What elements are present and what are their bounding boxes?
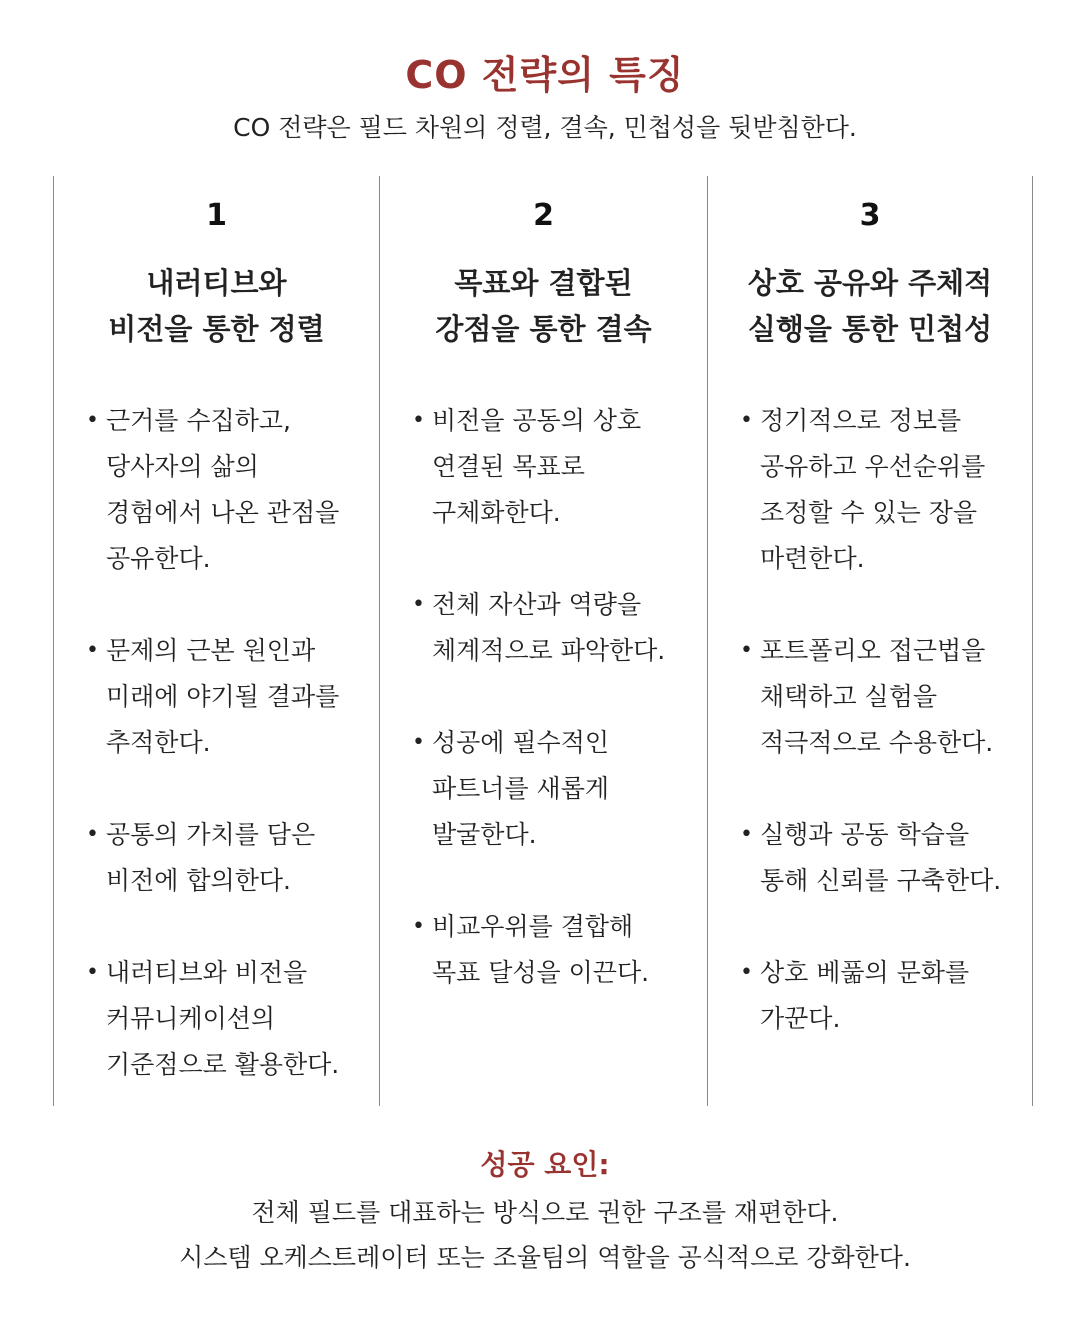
list-item	[84, 398, 379, 582]
list-item-line: 공유한다.	[106, 544, 211, 573]
list-item-line: 비교우위를 결합해	[432, 912, 634, 941]
list-item-line: 실행과 공동 학습을	[760, 820, 970, 849]
list-item-line: 마련한다.	[760, 544, 865, 573]
success-factors-label: 성공 요인:	[480, 1148, 610, 1181]
list-item-line: 내러티브와 비전을	[106, 958, 308, 987]
list-item-line: 가꾼다.	[760, 1004, 841, 1033]
bullet-icon: •	[412, 592, 425, 617]
bullet-icon: •	[86, 822, 99, 847]
list-item-line: 채택하고 실험을	[760, 682, 937, 711]
list-item-line: 경험에서 나온 관점을	[106, 498, 340, 527]
column-heading-line: 목표와 결합된	[454, 266, 633, 300]
list-item-line: 추적한다.	[106, 728, 211, 757]
list-item	[84, 628, 379, 766]
bullet-icon: •	[412, 914, 425, 939]
list-item	[84, 812, 379, 904]
list-item-line: 비전을 공동의 상호	[432, 406, 642, 435]
bullet-icon: •	[412, 730, 425, 755]
column-number: 1	[206, 198, 227, 233]
bullet-icon: •	[740, 638, 753, 663]
success-factor-line: 시스템 오케스트레이터 또는 조율팀의 역할을 공식적으로 강화한다.	[179, 1243, 911, 1272]
list-item-line: 기준점으로 활용한다.	[106, 1050, 340, 1079]
bullet-icon: •	[86, 638, 99, 663]
list-item-line: 비전에 합의한다.	[106, 866, 291, 895]
list-item-line: 통해 신뢰를 구축한다.	[760, 866, 1002, 895]
list-item	[738, 398, 1032, 582]
bullet-list	[84, 398, 379, 1088]
column-heading-line: 실행을 통한 민첩성	[747, 312, 993, 346]
list-item	[410, 904, 707, 996]
column-number: 3	[859, 198, 881, 233]
bullet-icon: •	[740, 822, 753, 847]
list-item-line: 발굴한다.	[432, 820, 537, 849]
list-item	[84, 950, 379, 1088]
list-item-line: 연결된 목표로	[432, 452, 585, 481]
list-item-line: 조정할 수 있는 장을	[760, 498, 978, 527]
bullet-icon: •	[86, 960, 99, 985]
list-item-line: 근거를 수집하고,	[106, 406, 291, 435]
list-item-line: 공통의 가치를 담은	[106, 820, 316, 849]
bullet-list	[410, 398, 707, 996]
list-item-line: 당사자의 삶의	[106, 452, 259, 481]
list-item-line: 문제의 근본 원인과	[106, 636, 316, 665]
list-item-line: 커뮤니케이션의	[106, 1004, 276, 1033]
success-factor-line: 전체 필드를 대표하는 방식으로 권한 구조를 재편한다.	[251, 1198, 839, 1227]
list-item	[738, 628, 1032, 766]
column-heading	[54, 260, 379, 352]
list-item-line: 정기적으로 정보를	[760, 406, 962, 435]
list-item-line: 적극적으로 수용한다.	[760, 728, 994, 757]
list-item-line: 공유하고 우선순위를	[760, 452, 986, 481]
feature-column-1	[54, 176, 379, 1106]
page-subtitle: CO 전략은 필드 차원의 정렬, 결속, 민첩성을 뒷받침한다.	[233, 113, 857, 142]
list-item	[410, 720, 707, 858]
list-item-line: 체계적으로 파악한다.	[432, 636, 666, 665]
list-item-line: 상호 베풂의 문화를	[760, 958, 970, 987]
bullet-list	[738, 398, 1032, 1042]
list-item-line: 구체화한다.	[432, 498, 561, 527]
bullet-icon: •	[740, 960, 753, 985]
list-item-line: 전체 자산과 역량을	[432, 590, 642, 619]
list-item-line: 포트폴리오 접근법을	[760, 636, 986, 665]
column-heading-line: 강점을 통한 결속	[435, 312, 652, 346]
list-item-line: 파트너를 새롭게	[432, 774, 609, 803]
list-item	[738, 950, 1032, 1042]
column-heading	[708, 260, 1032, 352]
bullet-icon: •	[740, 408, 753, 433]
list-item	[410, 582, 707, 674]
list-item-line: 미래에 야기될 결과를	[106, 682, 340, 711]
column-heading-line: 상호 공유와 주체적	[747, 266, 993, 300]
column-heading	[380, 260, 707, 352]
column-heading-line: 내러티브와	[146, 266, 287, 300]
list-item	[410, 398, 707, 536]
page-title: CO 전략의 특징	[405, 53, 685, 97]
list-item-line: 성공에 필수적인	[432, 728, 609, 757]
bullet-icon: •	[86, 408, 99, 433]
column-divider	[1032, 176, 1033, 1106]
list-item	[738, 812, 1032, 904]
bullet-icon: •	[412, 408, 425, 433]
list-item-line: 목표 달성을 이끈다.	[432, 958, 650, 987]
column-number: 2	[533, 198, 554, 233]
column-heading-line: 비전을 통한 정렬	[108, 312, 325, 346]
feature-column-2	[380, 176, 707, 1106]
feature-column-3	[708, 176, 1032, 1106]
